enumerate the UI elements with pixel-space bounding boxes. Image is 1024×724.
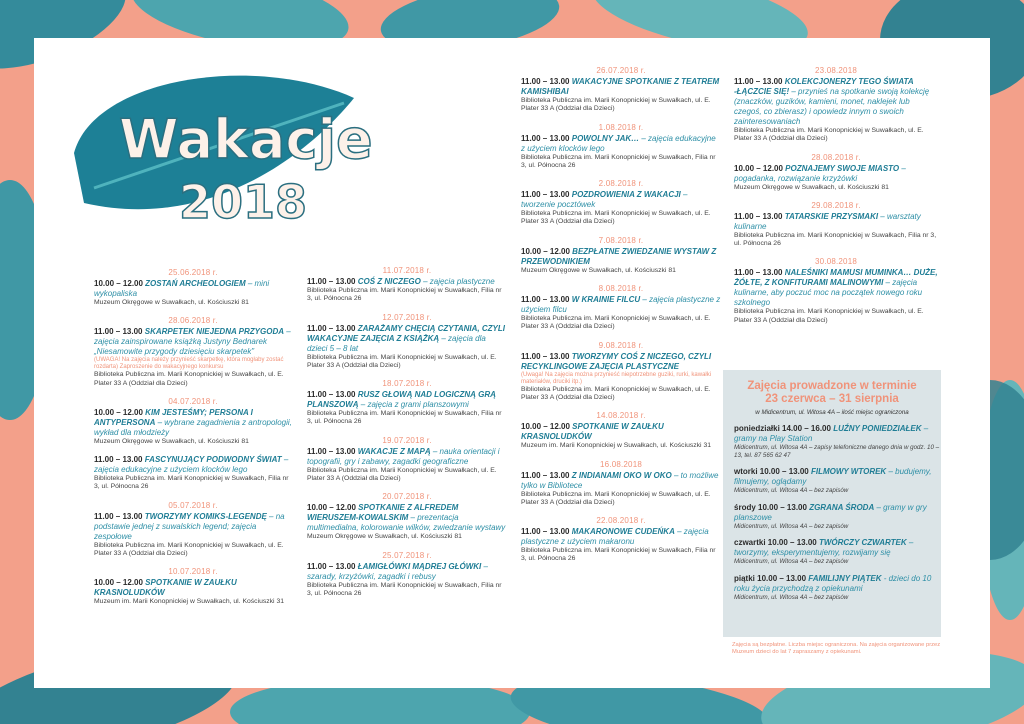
event-place: Biblioteka Publiczna im. Marii Konopnickiej w Suwałkach, ul. E. Plater 33 A (Oddział dla Dzieci) bbox=[521, 385, 711, 401]
activity-description: – tworzymy, eksperymentujemy, rozwijamy się bbox=[734, 538, 914, 557]
info-heading-2: 23 czerwca – 31 sierpnia bbox=[765, 393, 899, 405]
event-place: Biblioteka Publiczna im. Marii Konopnickiej w Suwałkach, ul. E. Plater 33 A (Oddział dla Dzieci) bbox=[521, 97, 711, 113]
footer-note: Zajęcia są bezpłatne. Liczba miejsc ograniczona. Na zajęcia organizowane przez Muzeum dzieci do lat 7 zapraszamy z opiekunami. bbox=[732, 642, 941, 655]
event-heading bbox=[94, 279, 292, 299]
activity-description: - dzieci do 10 roku życia przychodzą z opiekunami bbox=[734, 573, 932, 593]
event-description: – zajęcia dla dzieci 5 – 8 lat bbox=[307, 333, 486, 353]
activity-place: Midicentrum, ul. Witosa 4A – zapisy telefoniczne danego dnia w godz. 10 – 13, tel. 87 565 62 47 bbox=[734, 444, 940, 459]
event-item bbox=[94, 567, 292, 606]
event-title: FASCYNUJĄCY PODWODNY ŚWIAT bbox=[144, 455, 282, 465]
weekly-activity bbox=[723, 424, 941, 459]
activity-description: – gramy na Play Station bbox=[734, 424, 929, 443]
title-year: 2018 bbox=[179, 175, 308, 229]
event-title: POWOLNY JAK… bbox=[571, 133, 640, 143]
activity-title: LUŹNY PONIEDZIAŁEK bbox=[833, 424, 922, 433]
activity-place: Midicentrum, ul. Witosa 4A – bez zapisów bbox=[734, 487, 849, 494]
event-place: Biblioteka Publiczna im. Marii Konopnickiej w Suwałkach, Filia nr 3, ul. Północna 26 bbox=[734, 231, 937, 248]
event-heading bbox=[94, 327, 292, 357]
event-time: 11.00 – 13.00 bbox=[307, 561, 356, 571]
event-title: ZOSTAŃ ARCHEOLOGIEM bbox=[145, 279, 246, 288]
event-item bbox=[521, 236, 721, 275]
event-heading bbox=[734, 268, 938, 308]
event-title: SPOTKANIE W ZAUŁKU KRASNOLUDKÓW bbox=[521, 422, 664, 442]
event-date: 25.07.2018 r. bbox=[382, 550, 432, 560]
event-place: Biblioteka Publiczna im. Marii Konopnickiej w Suwałkach, ul. E. Plater 33 A (Oddział dla Dzieci) bbox=[734, 308, 924, 324]
event-date: 25.06.2018 r. bbox=[168, 268, 218, 277]
event-title: KIM JESTEŚMY; PERSONA I ANTYPERSONA bbox=[94, 407, 253, 427]
event-heading bbox=[521, 77, 721, 97]
event-date: 7.08.2018 r. bbox=[598, 235, 644, 245]
event-title: COŚ Z NICZEGO bbox=[357, 277, 421, 286]
event-place: Biblioteka Publiczna im. Marii Konopnickiej w Suwałkach, ul. E. Plater 33 A (Oddział dla Dzieci) bbox=[94, 371, 284, 387]
event-title: TATARSKIE PRZYSMAKI bbox=[784, 211, 879, 221]
event-description: – to możliwe tylko w Bibliotece bbox=[521, 470, 719, 490]
weekly-activity bbox=[723, 467, 941, 495]
event-date: 1.08.2018 r. bbox=[598, 122, 644, 132]
event-time: 11.00 – 13.00 bbox=[307, 390, 356, 400]
event-place: Muzeum Okręgowe w Suwałkach, ul. Kościuszki 81 bbox=[521, 266, 676, 274]
event-place: Muzeum Okręgowe w Suwałkach, ul. Kościuszki 81 bbox=[94, 437, 249, 445]
event-time: 11.00 – 13.00 bbox=[734, 268, 783, 278]
event-item bbox=[734, 201, 938, 249]
event-title: NALEŚNIKI MAMUSI MUMINKA… DUŻE, ŻÓŁTE, Z KONFITURAMI MALINOWYMI bbox=[734, 268, 938, 288]
event-title: BEZPŁATNE ZWIEDZANIE WYSTAW Z PRZEWODNIKIEM bbox=[521, 246, 717, 266]
event-heading bbox=[307, 324, 507, 354]
weekly-activity bbox=[723, 574, 941, 602]
event-item bbox=[94, 316, 292, 388]
activity-place: Midicentrum, ul. Witosa 4A – bez zapisów bbox=[734, 593, 849, 601]
activity-heading bbox=[734, 467, 941, 487]
event-title: POZNAJEMY SWOJE MIASTO bbox=[785, 163, 900, 173]
event-item bbox=[307, 313, 507, 371]
event-date: 04.07.2018 r. bbox=[168, 396, 218, 406]
event-date: 19.07.2018 r. bbox=[382, 435, 432, 445]
event-date: 11.07.2018 r. bbox=[382, 266, 432, 275]
event-place: Biblioteka Publiczna im. Marii Konopnickiej w Suwałkach, Filia nr 3, ul. Północna 26 bbox=[521, 547, 716, 563]
activity-title: TWÓRCZY CZWARTEK bbox=[818, 538, 907, 547]
weekly-activity bbox=[723, 503, 941, 531]
activity-place: Midicentrum, ul. Witosa 4A – bez zapisów bbox=[734, 558, 849, 565]
event-item bbox=[94, 397, 292, 446]
event-description: – zajęcia edukacyjne z użyciem klocków lego bbox=[521, 133, 716, 153]
event-heading bbox=[94, 512, 292, 542]
event-description: – przynieś na spotkanie swoją kolekcję (znaczków, guzików, kamieni, monet, naklejek lub czegoś, co zbierasz) i opowiedz innym o swoich zainteresowaniach bbox=[734, 87, 930, 126]
midicentrum-info-box bbox=[723, 370, 941, 637]
event-heading bbox=[94, 578, 292, 598]
event-time: 10.00 – 12.00 bbox=[307, 503, 356, 513]
event-time: 11.00 – 13.00 bbox=[521, 527, 570, 537]
event-place: Biblioteka Publiczna im. Marii Konopnickiej w Suwałkach, Filia nr 3, ul. Północna 26 bbox=[307, 581, 502, 597]
event-time: 10.00 – 12.00 bbox=[521, 246, 570, 256]
event-place: Muzeum im. Marii Konopnickiej w Suwałkach, ul. Kościuszki 31 bbox=[521, 442, 712, 450]
event-time: 11.00 – 13.00 bbox=[521, 351, 570, 361]
event-time: 11.00 – 13.00 bbox=[94, 327, 143, 337]
event-description: – warsztaty kulinarne bbox=[734, 211, 921, 231]
event-time: 11.00 – 13.00 bbox=[307, 277, 356, 286]
event-date: 14.08.2018 r. bbox=[596, 411, 646, 421]
event-date: 29.08.2018 r. bbox=[811, 200, 861, 210]
event-heading bbox=[521, 247, 721, 267]
event-date: 12.07.2018 r. bbox=[382, 312, 432, 322]
event-title: Z INDIANAMI OKO W OKO bbox=[571, 470, 672, 480]
event-title: TWORZYMY COŚ Z NICZEGO, CZYLI RECYKLINGOWE ZAJĘCIA PLASTYCZNE bbox=[521, 351, 712, 371]
event-time: 11.00 – 13.00 bbox=[734, 211, 783, 221]
event-time: 10.00 – 12.00 bbox=[94, 279, 143, 288]
event-time: 11.00 – 13.00 bbox=[307, 446, 356, 456]
event-date: 26.07.2018 r. bbox=[596, 66, 646, 75]
event-note: (UWAGA! Na zajęcia należy przynieść skarpetkę, która mogłaby zostać rozdarta) Zaproszenie do wakacyjnego konkursu bbox=[94, 357, 284, 371]
event-heading bbox=[734, 164, 938, 184]
event-date: 18.07.2018 r. bbox=[382, 379, 432, 389]
event-date: 16.08.2018 bbox=[599, 459, 643, 469]
event-place: Biblioteka Publiczna im. Marii Konopnickiej w Suwałkach, ul. E. Plater 33 A (Oddział dla Dzieci) bbox=[734, 127, 924, 143]
event-item bbox=[94, 501, 292, 559]
event-heading bbox=[521, 352, 721, 372]
event-item bbox=[521, 284, 721, 332]
event-description: – zajęcia plastyczne z użyciem makaronu bbox=[521, 527, 709, 547]
event-place: Muzeum Okręgowe w Suwałkach, ul. Kościuszki 81 bbox=[94, 299, 249, 306]
event-date: 22.08.2018 r. bbox=[596, 516, 646, 526]
event-place: Muzeum Okręgowe w Suwałkach, ul. Kościuszki 81 bbox=[734, 183, 889, 191]
event-item bbox=[94, 455, 292, 492]
event-title: TWORZYMY KOMIKS-LEGENDĘ bbox=[144, 511, 267, 521]
activity-title: FILMOWY WTOREK bbox=[810, 467, 887, 476]
event-item bbox=[521, 123, 721, 171]
event-description: – zajęcia plastyczne z użyciem filcu bbox=[521, 295, 721, 315]
event-date: 9.08.2018 r. bbox=[598, 340, 644, 350]
event-heading bbox=[521, 295, 721, 315]
event-description: – prezentacja multimedialna, kolorowanie wilków, zwiedzanie wystawy bbox=[307, 513, 506, 533]
event-heading bbox=[734, 77, 938, 127]
activity-heading bbox=[734, 574, 941, 594]
activity-time: czwartki 10.00 – 13.00 bbox=[734, 538, 817, 547]
event-item bbox=[521, 341, 721, 403]
event-heading bbox=[307, 277, 507, 287]
event-time: 10.00 – 12.00 bbox=[94, 578, 143, 588]
schedule-column-4 bbox=[734, 66, 938, 334]
event-heading bbox=[521, 471, 721, 491]
event-item bbox=[307, 492, 507, 541]
event-item bbox=[734, 153, 938, 192]
event-item bbox=[521, 66, 721, 114]
event-place: Biblioteka Publiczna im. Marii Konopnickiej w Suwałkach, ul. E. Plater 33 A (Oddział dla Dzieci) bbox=[521, 210, 711, 226]
event-place: Biblioteka Publiczna im. Marii Konopnickiej w Suwałkach, ul. E. Plater 33 A (Oddział dla Dzieci) bbox=[307, 466, 497, 483]
event-time: 11.00 – 13.00 bbox=[521, 133, 570, 143]
activity-title: ZGRANA ŚRODA bbox=[809, 502, 875, 512]
event-place: Biblioteka Publiczna im. Marii Konopnickiej w Suwałkach, ul. E. Plater 33 A (Oddział dla Dzieci) bbox=[94, 541, 284, 558]
event-time: 11.00 – 13.00 bbox=[521, 190, 570, 200]
event-description: – szarady, krzyżówki, zagadki i rebusy bbox=[307, 561, 488, 581]
schedule-column-2 bbox=[307, 266, 507, 607]
title-word: Wakacje bbox=[119, 108, 373, 171]
event-description: – tworzenie pocztówek bbox=[521, 190, 688, 210]
info-heading-1: Zajęcia prowadzone w terminie bbox=[747, 380, 917, 392]
event-time: 11.00 – 13.00 bbox=[734, 77, 783, 86]
event-time: 11.00 – 13.00 bbox=[521, 295, 570, 305]
event-time: 11.00 – 13.00 bbox=[521, 77, 570, 86]
event-item bbox=[307, 266, 507, 304]
event-time: 11.00 – 13.00 bbox=[521, 470, 570, 480]
event-item bbox=[307, 551, 507, 599]
schedule-column-1 bbox=[94, 268, 292, 616]
event-title: ŁAMIGŁÓWKI MĄDREJ GŁÓWKI bbox=[357, 561, 482, 571]
event-time: 10.00 – 12.00 bbox=[94, 407, 143, 417]
event-description: – zajęcia plastyczne bbox=[420, 277, 495, 286]
event-item bbox=[734, 66, 938, 144]
event-title: RUSZ GŁOWĄ NAD LOGICZNĄ GRĄ PLANSZOWĄ bbox=[307, 390, 496, 410]
event-time: 11.00 – 13.00 bbox=[94, 511, 143, 521]
event-title: MAKARONOWE CUDEŃKA bbox=[571, 527, 675, 537]
activity-description: – budujemy, filmujemy, oglądamy bbox=[734, 467, 932, 486]
event-description: – nauka orientacji i topografii, gry i zabawy, zagadki geograficzne bbox=[307, 446, 500, 466]
event-date: 30.08.2018 bbox=[814, 257, 858, 267]
activity-time: piątki 10.00 – 13.00 bbox=[734, 573, 807, 583]
wakacje-logo bbox=[54, 58, 384, 238]
event-heading bbox=[521, 134, 721, 154]
event-heading bbox=[521, 190, 721, 210]
event-heading bbox=[307, 562, 507, 582]
event-heading bbox=[307, 447, 507, 467]
event-description: – wybrane zagadnienia z antropologii, wykład dla młodzieży bbox=[94, 417, 292, 437]
event-place: Muzeum im. Marii Konopnickiej w Suwałkach, ul. Kościuszki 31 bbox=[94, 598, 285, 606]
event-place: Biblioteka Publiczna im. Marii Konopnickiej w Suwałkach, Filia nr 3, ul. Północna 26 bbox=[521, 153, 716, 169]
event-description: – zajęcia z grami planszowymi bbox=[358, 400, 469, 410]
event-description: – na podstawie jednej z suwalskich legend; zajęcia zespołowe bbox=[94, 511, 285, 541]
event-item bbox=[307, 436, 507, 484]
event-heading bbox=[94, 455, 292, 475]
event-title: SPOTKANIE Z ALFREDEM WIERUSZEM-KOWALSKIM bbox=[307, 503, 459, 523]
activity-heading bbox=[734, 503, 941, 523]
event-heading bbox=[307, 503, 507, 533]
event-time: 11.00 – 13.00 bbox=[307, 323, 356, 333]
event-date: 05.07.2018 r. bbox=[168, 500, 218, 510]
event-title: SPOTKANIE W ZAUŁKU KRASNOLUDKÓW bbox=[94, 578, 237, 598]
event-item bbox=[307, 379, 507, 427]
activity-description: – gramy w gry planszowe bbox=[734, 502, 927, 522]
event-place: Muzeum Okręgowe w Suwałkach, ul. Kościuszki 81 bbox=[307, 533, 462, 541]
event-place: Biblioteka Publiczna im. Marii Konopnickiej w Suwałkach, Filia nr 3, ul. Północna 26 bbox=[307, 287, 502, 303]
event-title: ZARAŻAMY CHĘCIĄ CZYTANIA, CZYLI WAKACYJNE ZAJĘCIA Z KSIĄŻKĄ bbox=[307, 323, 505, 343]
activity-time: środy 10.00 – 13.00 bbox=[734, 502, 807, 512]
event-date: 23.08.2018 bbox=[814, 66, 858, 75]
event-description: – pogadanka, rozwiązanie krzyżówki bbox=[734, 163, 906, 183]
event-date: 2.08.2018 r. bbox=[598, 179, 644, 189]
event-heading bbox=[734, 212, 938, 232]
event-place: Biblioteka Publiczna im. Marii Konopnickiej w Suwałkach, Filia nr 3, ul. Północna 26 bbox=[307, 410, 502, 426]
schedule-column-3 bbox=[521, 66, 721, 573]
event-place: Biblioteka Publiczna im. Marii Konopnickiej w Suwałkach, ul. E. Plater 33 A (Oddział dla Dzieci) bbox=[521, 315, 711, 331]
event-date: 8.08.2018 r. bbox=[598, 284, 644, 294]
event-title: POZDROWIENIA Z WAKACJI bbox=[571, 190, 681, 200]
event-item bbox=[521, 460, 721, 508]
event-place: Biblioteka Publiczna im. Marii Konopnickiej w Suwałkach, ul. E. Plater 33 A (Oddział dla Dzieci) bbox=[307, 353, 497, 369]
event-heading bbox=[307, 390, 507, 410]
activity-heading bbox=[734, 538, 941, 558]
activity-time: poniedziałki 14.00 – 16.00 bbox=[734, 424, 831, 433]
event-place: Biblioteka Publiczna im. Marii Konopnickiej w Suwałkach, ul. E. Plater 33 A (Oddział dla Dzieci) bbox=[521, 490, 711, 506]
weekly-activity bbox=[723, 538, 941, 566]
event-title: WAKACYJNE SPOTKANIE Z TEATREM KAMISHIBAI bbox=[521, 77, 720, 96]
event-item bbox=[521, 411, 721, 450]
event-place: Biblioteka Publiczna im. Marii Konopnickiej w Suwałkach, Filia nr 3, ul. Północna 26 bbox=[94, 475, 289, 491]
activity-title: FAMILIJNY PIĄTEK bbox=[808, 573, 882, 583]
event-title: W KRAINIE FILCU bbox=[571, 295, 641, 305]
event-item bbox=[734, 257, 938, 325]
event-title: WAKACJE Z MAPĄ bbox=[357, 446, 431, 456]
event-description: – zajęcia edukacyjne z użyciem klocków lego bbox=[94, 455, 289, 475]
event-note: (Uwaga! Na zajęcia można przynieść niepotrzebne guziki, rurki, kawałki materiałów, druciki itp.) bbox=[521, 371, 712, 385]
event-item bbox=[521, 516, 721, 564]
activity-time: wtorki 10.00 – 13.00 bbox=[734, 467, 809, 476]
event-heading bbox=[521, 422, 721, 442]
event-time: 10.00 – 12.00 bbox=[521, 422, 570, 432]
event-date: 20.07.2018 r. bbox=[382, 492, 432, 502]
event-date: 10.07.2018 r. bbox=[168, 567, 218, 577]
event-description: – zajęcia kulinarne, aby poczuć moc na początek nowego roku szkolnego bbox=[734, 278, 923, 308]
event-title: SKARPETEK NIEJEDNA PRZYGODA bbox=[144, 327, 285, 337]
event-title: KOLEKCJONERZY TEGO ŚWIATA -ŁĄCZCIE SIĘ! bbox=[734, 77, 914, 96]
activity-place: Midicentrum, ul. Witosa 4A – bez zapisów bbox=[734, 522, 849, 530]
event-heading bbox=[94, 408, 292, 438]
event-item bbox=[521, 179, 721, 227]
event-date: 28.06.2018 r. bbox=[168, 316, 218, 326]
event-heading bbox=[521, 527, 721, 547]
event-item bbox=[94, 268, 292, 307]
event-description: – mini wykopaliska bbox=[94, 279, 270, 298]
event-date: 28.08.2018 r. bbox=[811, 152, 861, 162]
info-subtitle: w Midicentrum, ul. Witosa 4A – ilość miejsc ograniczona bbox=[755, 409, 909, 416]
event-time: 11.00 – 13.00 bbox=[94, 455, 143, 465]
event-time: 10.00 – 12.00 bbox=[734, 163, 783, 173]
activity-heading bbox=[734, 424, 941, 444]
event-description: – zajęcia zainspirowane książką Justyny Bednarek „Niesamowite przygody dziesięciu skarpetek” bbox=[94, 327, 291, 357]
